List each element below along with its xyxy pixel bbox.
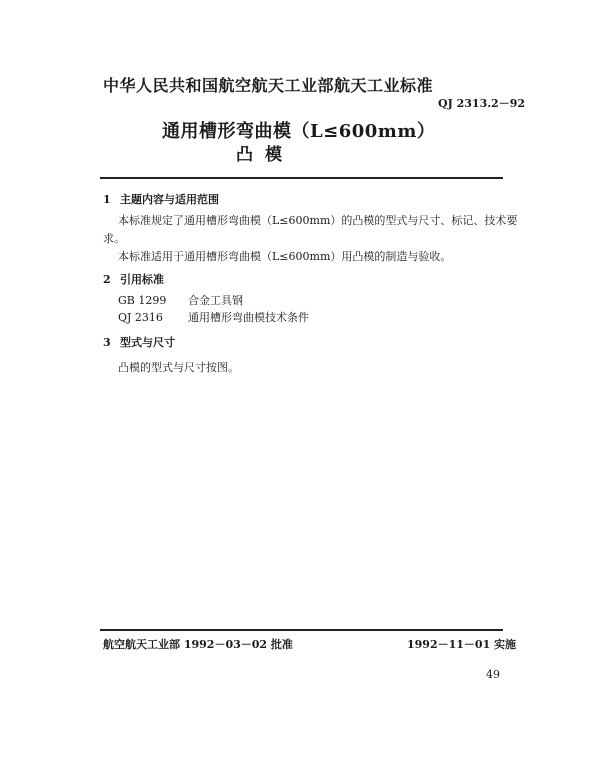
section-3-heading: [103, 334, 175, 350]
header-divider: [100, 177, 503, 179]
section-number: 3: [103, 336, 111, 349]
reference-name: 通用槽形弯曲模技术条件: [188, 311, 309, 324]
paragraph: 本标准适用于通用槽形弯曲模（L≤600mm）用凸模的制造与验收。: [118, 250, 452, 263]
reference-code: GB 1299: [118, 294, 167, 307]
implementation-date: 1992－11－01 实施: [407, 638, 517, 651]
issuing-authority: 中华人民共和国航空航天工业部航天工业标准: [103, 76, 434, 95]
section-title: 引用标准: [120, 273, 164, 286]
reference-item: [118, 309, 309, 325]
reference-name: 合金工具钢: [188, 294, 243, 307]
section-title: 型式与尺寸: [120, 336, 175, 349]
paragraph: 凸模的型式与尺寸按图。: [118, 361, 239, 374]
section-number: 2: [103, 273, 111, 286]
approval-date: 航空航天工业部 1992－03－02 批准: [103, 638, 293, 651]
paragraph-continuation: 求。: [103, 232, 125, 245]
section-title: 主题内容与适用范围: [120, 193, 219, 206]
document-subtitle: 凸模: [236, 145, 294, 165]
section-2-heading: [103, 271, 164, 287]
footer-divider: [100, 629, 503, 631]
document-title: 通用槽形弯曲模（L≤600mm）: [162, 121, 436, 142]
section-1-heading: [103, 191, 219, 207]
standard-number: QJ 2313.2－92: [438, 97, 526, 110]
paragraph: 本标准规定了通用槽形弯曲模（L≤600mm）的凸模的型式与尺寸、标记、技术要: [118, 214, 518, 227]
page-number: 49: [486, 668, 500, 681]
reference-code: QJ 2316: [118, 311, 163, 324]
reference-item: [118, 292, 243, 308]
section-number: 1: [103, 193, 111, 206]
